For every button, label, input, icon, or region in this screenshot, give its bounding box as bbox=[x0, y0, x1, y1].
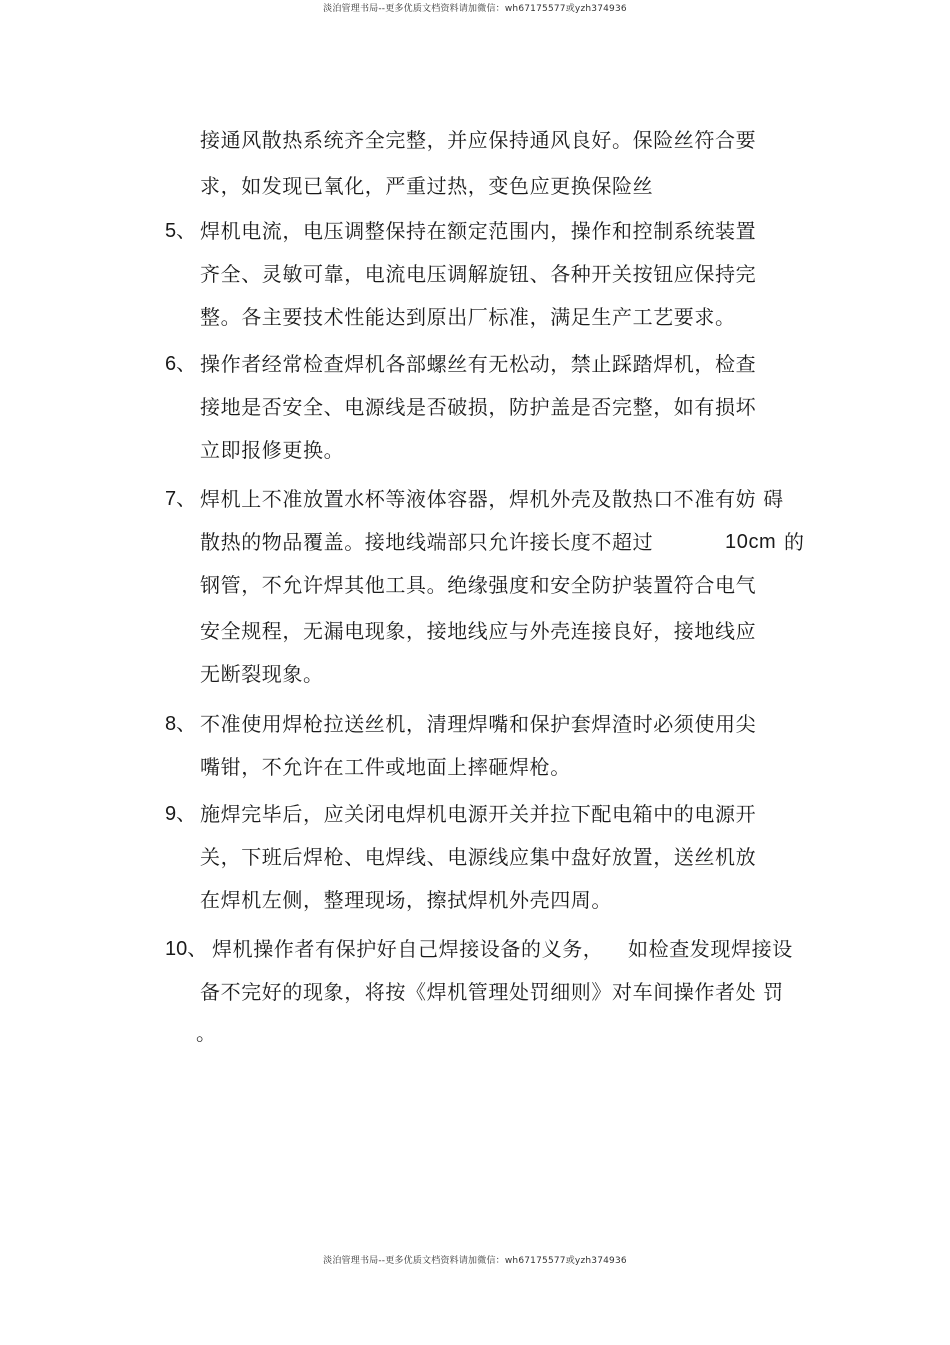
paragraph-line: 。 bbox=[196, 1021, 217, 1045]
item-number: 5、 bbox=[165, 220, 197, 242]
paragraph-line: 焊机电流，电压调整保持在额定范围内，操作和控制系统装置 bbox=[200, 219, 757, 243]
item-number: 6、 bbox=[165, 353, 197, 375]
length-value: 10cm bbox=[725, 531, 777, 553]
item-number: 8、 bbox=[165, 713, 197, 735]
page-footer: 淡泊管理书局--更多优质文档资料请加微信：wh67175577或yzh374936 bbox=[323, 1256, 627, 1266]
paragraph-line: 接通风散热系统齐全完整，并应保持通风良好。保险丝符合要 bbox=[200, 128, 757, 152]
paragraph-line: 整。各主要技术性能达到原出厂标准，满足生产工艺要求。 bbox=[200, 305, 736, 329]
paragraph-line: 关，下班后焊枪、电焊线、电源线应集中盘好放置，送丝机放 bbox=[200, 845, 757, 869]
item-number: 7、 bbox=[165, 488, 197, 510]
paragraph-line: 如检查发现焊接设 bbox=[628, 937, 793, 961]
paragraph-line: 求，如发现已氧化，严重过热，变色应更换保险丝 bbox=[200, 174, 654, 198]
paragraph-line: 无断裂现象。 bbox=[200, 662, 324, 686]
paragraph-line: 备不完好的现象，将按《焊机管理处罚细则》对车间操作者处 罚 bbox=[200, 980, 784, 1004]
paragraph-line: 在焊机左侧，整理现场，擦拭焊机外壳四周。 bbox=[200, 888, 612, 912]
paragraph-line: 焊机上不准放置水杯等液体容器，焊机外壳及散热口不准有妨 碍 bbox=[200, 487, 784, 511]
item-number: 10、 bbox=[165, 938, 208, 960]
paragraph-line: 操作者经常检查焊机各部螺丝有无松动，禁止踩踏焊机，检查 bbox=[200, 352, 757, 376]
item-number: 9、 bbox=[165, 803, 197, 825]
paragraph-line: 接地是否安全、电源线是否破损，防护盖是否完整，如有损坏 bbox=[200, 395, 757, 419]
paragraph-line: 安全规程，无漏电现象，接地线应与外壳连接良好，接地线应 bbox=[200, 619, 757, 643]
paragraph-line: 齐全、灵敏可靠，电流电压调解旋钮、各种开关按钮应保持完 bbox=[200, 262, 757, 286]
paragraph-line: 焊机操作者有保护好自己焊接设备的义务， bbox=[212, 937, 604, 961]
paragraph-line: 立即报修更换。 bbox=[200, 438, 345, 462]
paragraph-line: 嘴钳，不允许在工件或地面上摔砸焊枪。 bbox=[200, 755, 571, 779]
paragraph-line: 钢管，不允许焊其他工具。绝缘强度和安全防护装置符合电气 bbox=[200, 573, 757, 597]
page-header: 淡泊管理书局--更多优质文档资料请加微信：wh67175577或yzh374936 bbox=[323, 4, 627, 14]
paragraph-line: 不准使用焊枪拉送丝机，清理焊嘴和保护套焊渣时必须使用尖 bbox=[200, 712, 757, 736]
paragraph-line: 的 bbox=[784, 530, 805, 554]
paragraph-line: 散热的物品覆盖。接地线端部只允许接长度不超过 bbox=[200, 530, 654, 554]
paragraph-line: 施焊完毕后，应关闭电焊机电源开关并拉下配电箱中的电源开 bbox=[200, 802, 757, 826]
